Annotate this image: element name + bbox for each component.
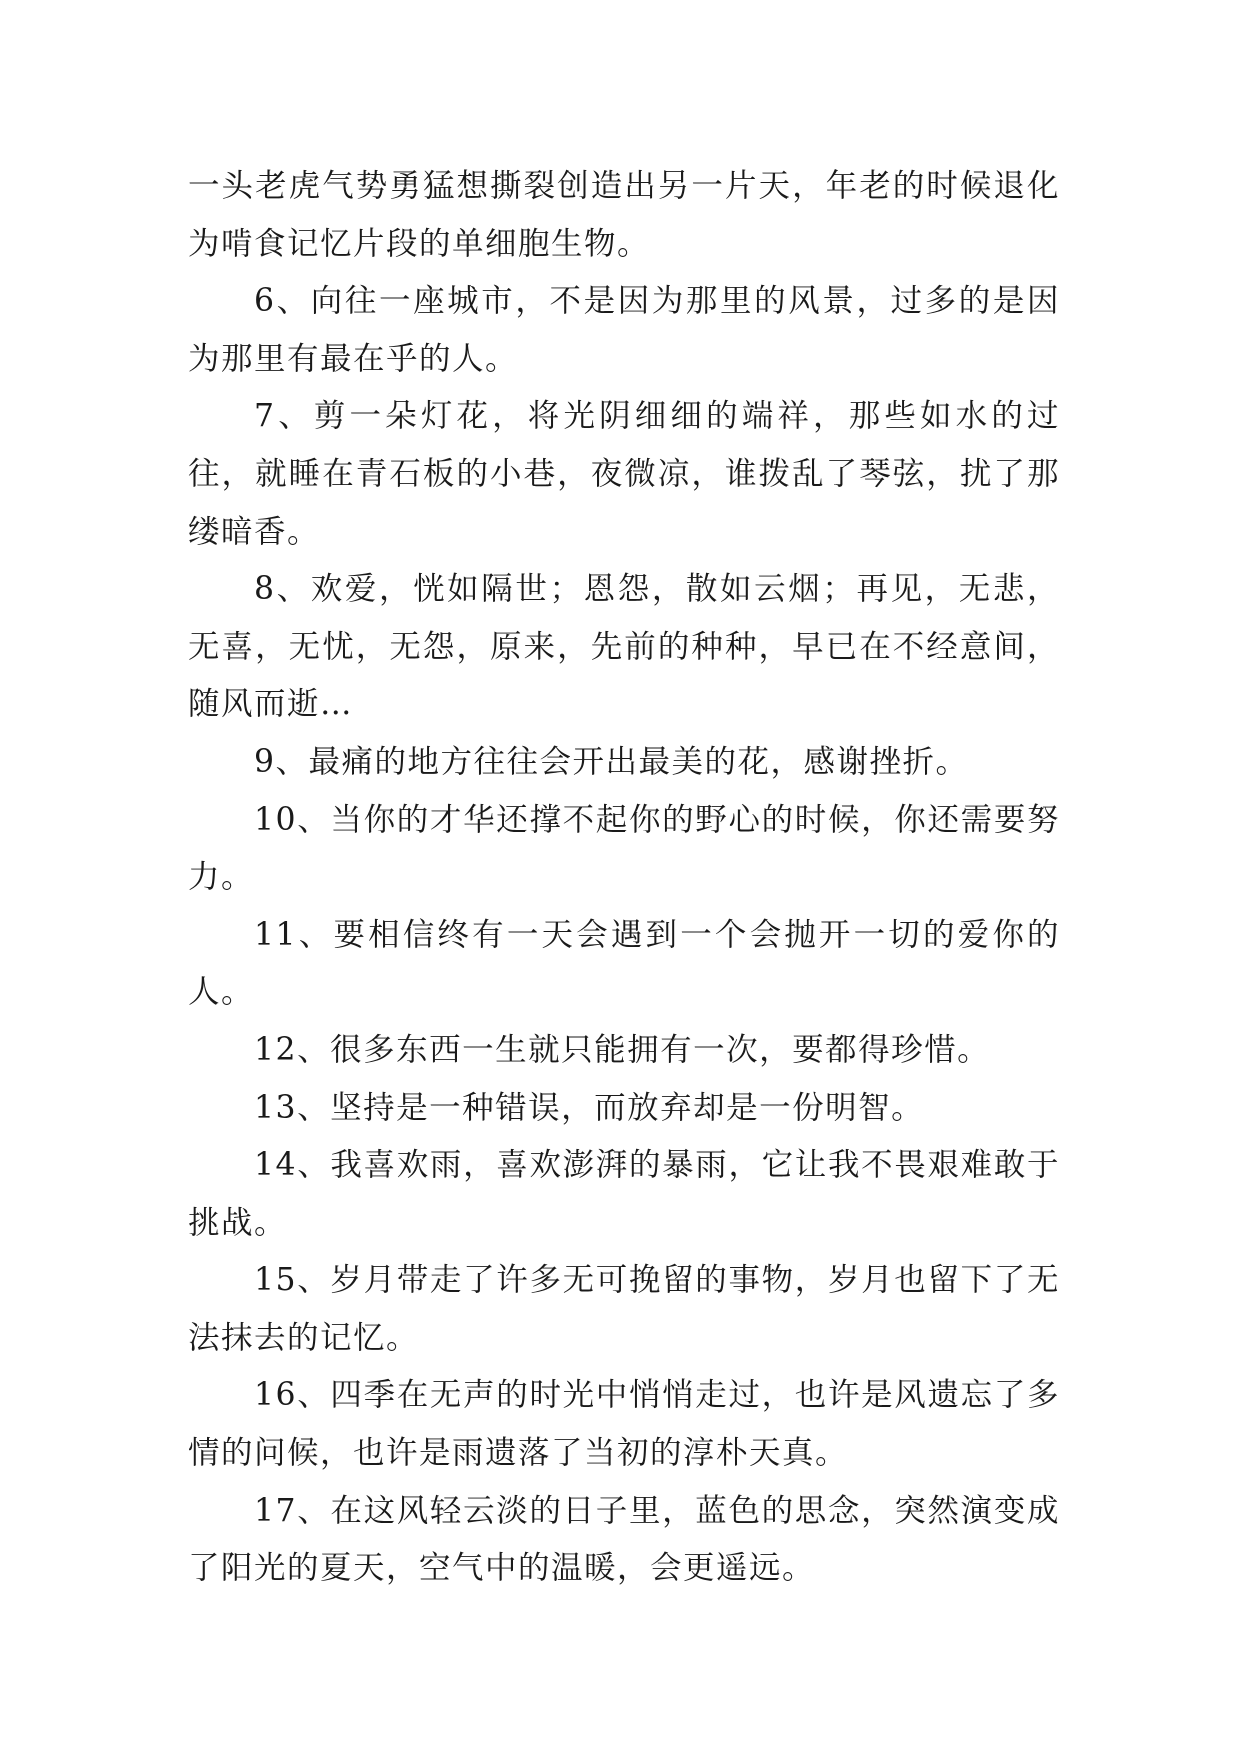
paragraph-continuation: 一头老虎气势勇猛想撕裂创造出另一片天，年老的时候退化为啃食记忆片段的单细胞生物。: [188, 168, 1060, 262]
paragraph-item-10: 10、当你的才华还撑不起你的野心的时候，你还需要努力。: [188, 801, 1060, 896]
paragraph-item-11: 11、要相信终有一天会遇到一个会抛开一切的爱你的人。: [188, 916, 1060, 1011]
paragraph-item-7: 7、剪一朵灯花，将光阴细细的端祥，那些如水的过往，就睡在青石板的小巷，夜微凉，谁拨乱了琴弦，扰了那缕暗香。: [188, 398, 1060, 550]
paragraph-item-12: 12、很多东西一生就只能拥有一次，要都得珍惜。: [254, 1031, 991, 1068]
paragraph-item-13: 13、坚持是一种错误，而放弃却是一份明智。: [254, 1089, 925, 1126]
document-body: [188, 158, 1060, 1598]
paragraph-item-16: 16、四季在无声的时光中悄悄走过，也许是风遗忘了多情的问候，也许是雨遗落了当初的淳朴天真。: [188, 1377, 1060, 1472]
paragraph-item-8: 8、欢爱，恍如隔世；恩怨，散如云烟；再见，无悲，无喜，无忧，无怨，原来，先前的种种，早已在不经意间，随风而逝…: [188, 571, 1060, 723]
paragraph-item-15: 15、岁月带走了许多无可挽留的事物，岁月也留下了无法抹去的记忆。: [188, 1262, 1060, 1356]
paragraph-item-6: 6、向往一座城市，不是因为那里的风景，过多的是因为那里有最在乎的人。: [188, 283, 1060, 377]
paragraph-item-17: 17、在这风轻云淡的日子里，蓝色的思念，突然演变成了阳光的夏天，空气中的温暖，会更遥远。: [188, 1492, 1060, 1587]
paragraph-item-14: 14、我喜欢雨，喜欢澎湃的暴雨，它让我不畏艰难敢于挑战。: [188, 1147, 1060, 1241]
paragraph-item-9: 9、最痛的地方往往会开出最美的花，感谢挫折。: [254, 743, 969, 780]
